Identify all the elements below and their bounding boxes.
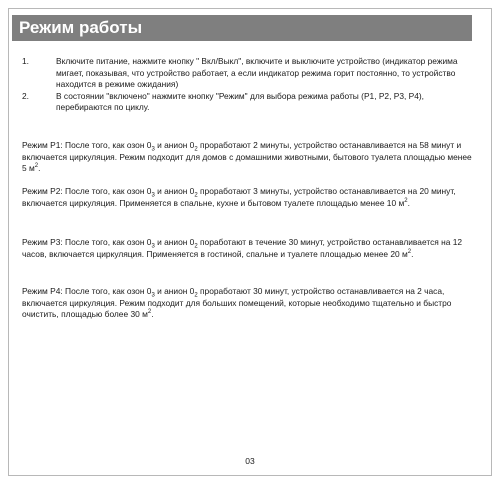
step-text: В состоянии "включено" нажмите кнопку "Режим" для выбора режима работы (P1, P2, P3, P4), перебираются по циклу. [56,90,424,112]
mode-p4-paragraph [22,286,474,321]
mode-label: Режим P2 [22,186,61,196]
mode-label: Режим P1 [22,140,61,150]
subscript: 2 [194,146,198,153]
step-number: 2. [22,90,29,101]
subscript: 3 [151,243,155,250]
mode-text: и анион 0 [154,286,195,296]
mode-text: : После того, как озон 0 [60,237,152,247]
subscript: 3 [151,292,155,299]
mode-text: и анион 0 [154,186,195,196]
superscript: 2 [147,309,152,316]
mode-text: и анион 0 [154,237,195,247]
mode-text: . [411,248,414,259]
steps-list [22,56,474,114]
mode-text: : После того, как озон 0 [60,286,152,296]
subscript: 2 [194,292,198,299]
mode-text: . [38,163,41,174]
subscript: 3 [151,146,155,153]
mode-text: : После того, как озон 0 [60,186,152,196]
mode-text: и анион 0 [154,140,195,150]
mode-text: проработают 2 минуты, устройство останавливается на 58 минут и включается циркуляция. Режим подходит для домов с домашними животными, бытового туалета площадью менее 5 м [22,140,472,174]
subscript: 2 [194,243,198,250]
mode-p1-paragraph [22,140,474,175]
mode-text: . [407,197,410,208]
step-number: 1. [22,56,29,66]
list-item [22,56,474,91]
mode-text: проработают 3 минуты, устройство останавливается на 20 минут, включается циркуляция. Применяется в спальне, кухне и бытовом туалете площадью менее 10 м [22,186,456,208]
section-title: Режим работы [12,15,472,41]
superscript: 2 [407,248,412,255]
superscript: 2 [404,197,408,204]
page-number: 03 [245,456,255,466]
subscript: 2 [194,192,198,199]
subscript: 3 [151,192,155,199]
mode-label: Режим P4 [22,286,61,296]
superscript: 2 [34,163,39,170]
mode-text: поработают в течение 30 минут, устройство останавливается на 12 часов, включается циркуляция. Применяется в гостиной, спальне и туалете площадью менее 20 м [22,237,463,259]
list-item [22,91,474,114]
step-text: Включите питание, нажмите кнопку " Вкл/Выкл", включите и выключите устройство (индикатор режима мигает, показывая, что устройство работает, а если индикатор режима горит постоянно, то устройство находится в режиме ожидания) [56,56,458,89]
mode-label: Режим P3 [22,237,61,247]
mode-p2-paragraph [22,186,474,209]
mode-text: проработают 30 минут, устройство останавливается на 2 часа, включается циркуляция. Режим подходит для больших помещений, которые необходимо тщательно и быстро очистить, площадью более 30 м [22,286,452,320]
mode-text: : После того, как озон 0 [60,140,152,150]
mode-p3-paragraph [22,237,474,260]
mode-text: . [151,309,154,320]
